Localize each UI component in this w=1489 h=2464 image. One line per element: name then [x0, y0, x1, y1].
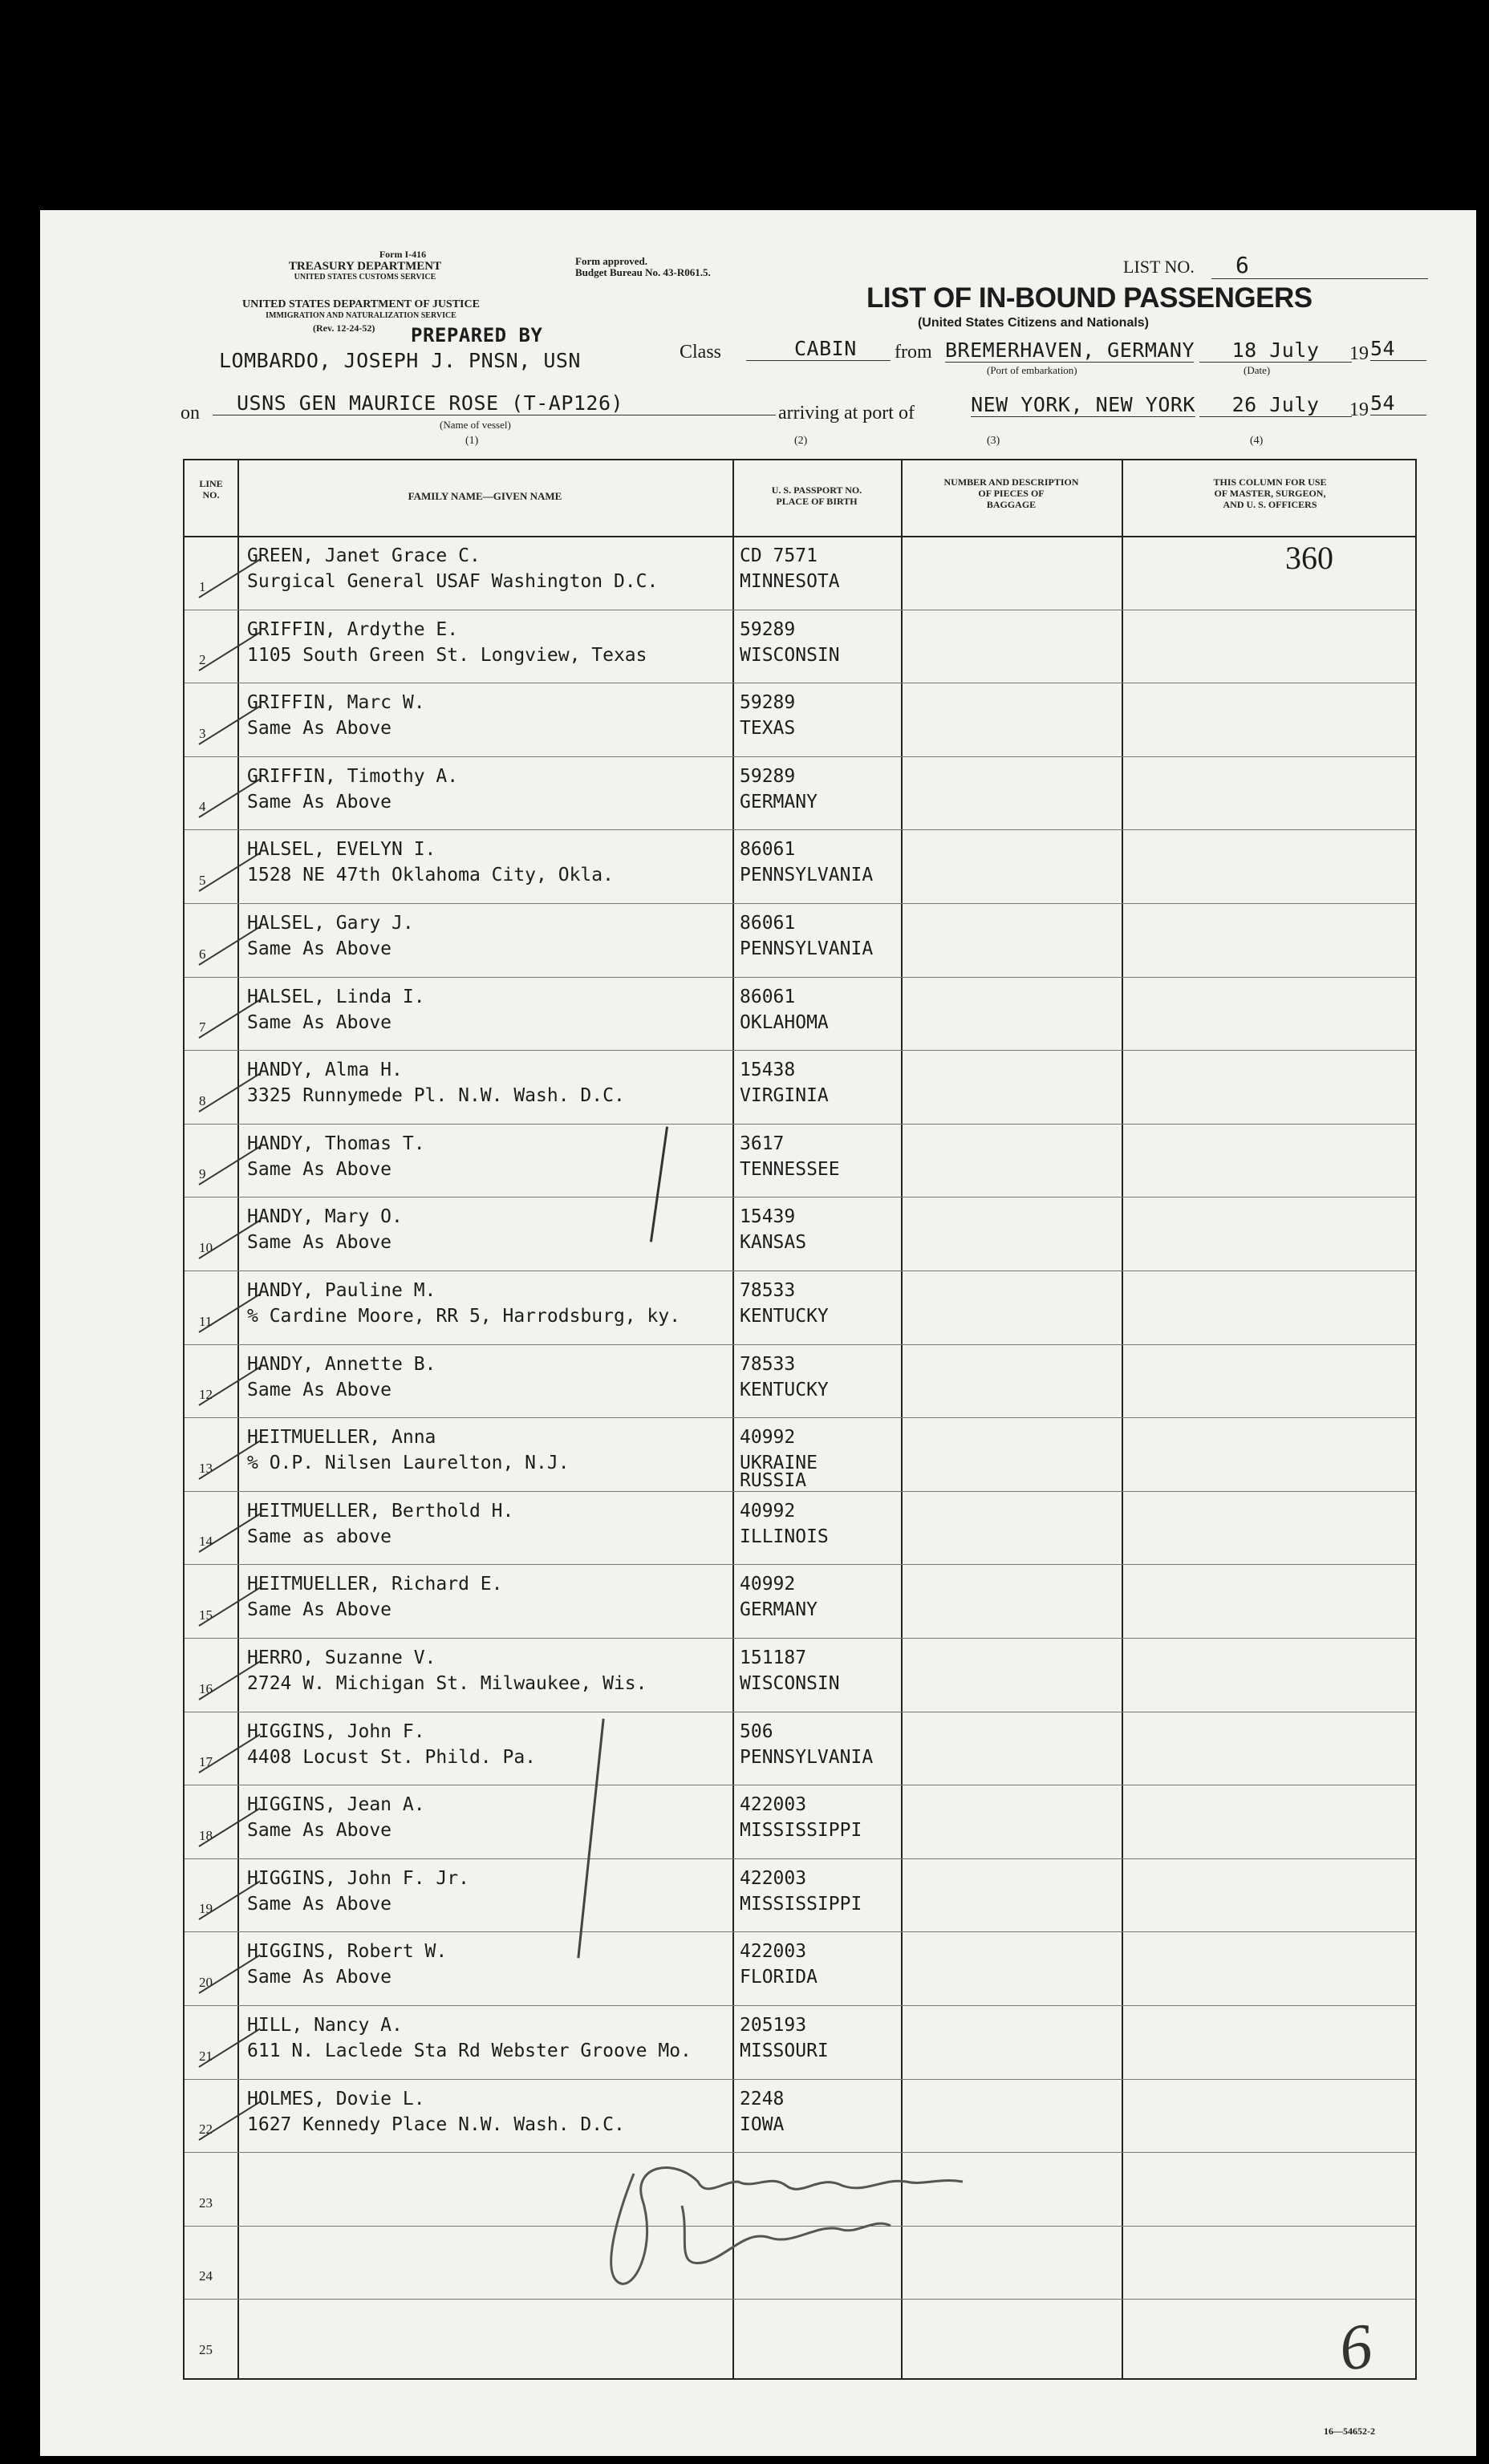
place-of-birth: KENTUCKY — [740, 1379, 829, 1400]
passenger-address: Same As Above — [247, 1599, 392, 1621]
passenger-address: Same As Above — [247, 1967, 392, 1988]
passport-number: 422003 — [740, 1941, 807, 1963]
handwritten-page-number: 6 — [1335, 2310, 1377, 2385]
check-mark — [650, 1126, 668, 1242]
line-number: 10 — [199, 1240, 213, 1255]
passenger-address: 1105 South Green St. Longview, Texas — [247, 644, 647, 666]
line-number: 3 — [199, 725, 206, 741]
passenger-name: GRIFFIN, Marc W. — [247, 692, 425, 714]
passenger-name: HIGGINS, John F. Jr. — [247, 1867, 469, 1889]
line-number: 17 — [199, 1754, 213, 1770]
header-name: FAMILY NAME—GIVEN NAME — [408, 490, 562, 502]
passport-number: 506 — [740, 1720, 773, 1742]
passenger-address: Surgical General USAF Washington D.C. — [247, 571, 659, 592]
row-divider — [185, 977, 1415, 978]
port-of-embarkation: BREMERHAVEN, GERMANY — [945, 338, 1195, 362]
passenger-address: Same As Above — [247, 1232, 392, 1254]
passport-number: 78533 — [740, 1353, 796, 1375]
passenger-name: HALSEL, Linda I. — [247, 986, 425, 1007]
form-approved: Form approved. — [575, 255, 648, 267]
line-number: 5 — [199, 873, 206, 888]
place-of-birth: MINNESOTA — [740, 571, 840, 592]
list-no-label: LIST NO. — [1123, 257, 1195, 277]
passenger-address: 611 N. Laclede Sta Rd Webster Groove Mo. — [247, 2040, 692, 2061]
col-num-3: (3) — [987, 435, 1000, 447]
prepared-by: LOMBARDO, JOSEPH J. PNSN, USN — [219, 349, 581, 372]
passenger-address: 3325 Runnymede Pl. N.W. Wash. D.C. — [247, 1085, 625, 1107]
passenger-address: % O.P. Nilsen Laurelton, N.J. — [247, 1453, 570, 1474]
line-number: 1 — [199, 578, 206, 594]
row-divider — [185, 1344, 1415, 1345]
line-number: 13 — [199, 1460, 213, 1476]
passport-number: 422003 — [740, 1867, 807, 1889]
passenger-address: 2724 W. Michigan St. Milwaukee, Wis. — [247, 1673, 647, 1694]
place-of-birth: MISSOURI — [740, 2040, 829, 2061]
vessel-name: USNS GEN MAURICE ROSE (T-AP126) — [213, 391, 776, 415]
line-number: 2 — [199, 652, 206, 668]
embarkation-year: 54 — [1370, 337, 1426, 361]
passenger-address: Same as above — [247, 1526, 392, 1547]
place-of-birth: MISSISSIPPI — [740, 1893, 862, 1915]
place-of-birth: UKRAINE — [740, 1453, 818, 1474]
row-divider — [185, 903, 1415, 904]
line-number: 8 — [199, 1092, 206, 1108]
passport-number: 86061 — [740, 913, 796, 934]
passport-number: 205193 — [740, 2015, 807, 2036]
header-passport: U. S. PASSPORT NO. PLACE OF BIRTH — [771, 484, 862, 507]
place-of-birth: FLORIDA — [740, 1967, 818, 1988]
justice-department: UNITED STATES DEPARTMENT OF JUSTICE — [242, 298, 480, 310]
line-number: 21 — [199, 2048, 213, 2064]
officer-note: 360 — [1285, 540, 1333, 576]
line-number: 12 — [199, 1387, 213, 1403]
passenger-name: HEITMUELLER, Berthold H. — [247, 1500, 514, 1522]
passenger-address: 4408 Locust St. Phild. Pa. — [247, 1746, 537, 1768]
passenger-name: GRIFFIN, Ardythe E. — [247, 618, 459, 640]
line-number: 23 — [199, 2194, 213, 2211]
form-title: LIST OF IN-BOUND PASSENGERS — [866, 282, 1313, 314]
line-number: 4 — [199, 799, 206, 815]
passenger-address: Same As Above — [247, 938, 392, 959]
row-divider — [185, 1491, 1415, 1492]
passport-number: 86061 — [740, 839, 796, 861]
row-divider — [185, 756, 1415, 757]
passenger-address: Same As Above — [247, 1158, 392, 1180]
row-divider — [185, 1124, 1415, 1125]
line-number: 6 — [199, 946, 206, 962]
passenger-name: HILL, Nancy A. — [247, 2015, 403, 2036]
place-of-birth: OKLAHOMA — [740, 1011, 829, 1033]
signature-icon — [586, 2150, 1003, 2302]
passenger-name: HANDY, Pauline M. — [247, 1280, 436, 1301]
passenger-table — [183, 459, 1417, 2380]
from-label: from — [895, 342, 932, 363]
place-of-birth: KENTUCKY — [740, 1306, 829, 1327]
header-line-no: LINE NO. — [199, 478, 223, 500]
row-divider — [185, 1638, 1415, 1639]
arrival-year: 54 — [1370, 391, 1426, 415]
port-of-arrival: NEW YORK, NEW YORK — [971, 393, 1195, 416]
passport-number: 151187 — [740, 1647, 807, 1668]
treasury-department: TREASURY DEPARTMENT — [288, 260, 442, 273]
arrival-date: 26 July — [1199, 393, 1352, 417]
passenger-name: HEITMUELLER, Richard E. — [247, 1574, 503, 1595]
passenger-name: GREEN, Janet Grace C. — [247, 545, 481, 566]
ins-service: IMMIGRATION AND NATURALIZATION SERVICE — [266, 311, 456, 320]
line-number: 11 — [199, 1313, 213, 1329]
check-mark — [577, 1719, 604, 1959]
passenger-address: Same As Above — [247, 1011, 392, 1033]
passenger-name: HIGGINS, John F. — [247, 1720, 425, 1742]
passenger-address: 1627 Kennedy Place N.W. Wash. D.C. — [247, 2113, 625, 2135]
passenger-name: HALSEL, EVELYN I. — [247, 839, 436, 861]
place-of-birth: GERMANY — [740, 1599, 818, 1621]
passenger-address: 1528 NE 47th Oklahoma City, Okla. — [247, 865, 614, 886]
passenger-address: Same As Above — [247, 718, 392, 740]
place-of-birth: IOWA — [740, 2113, 785, 2135]
line-number: 24 — [199, 2268, 213, 2284]
passport-number: 40992 — [740, 1574, 796, 1595]
passport-number: 86061 — [740, 986, 796, 1007]
place-of-birth: GERMANY — [740, 791, 818, 813]
row-divider — [185, 1270, 1415, 1271]
passenger-name: HERRO, Suzanne V. — [247, 1647, 436, 1668]
line-number: 19 — [199, 1901, 213, 1917]
row-divider — [185, 1931, 1415, 1932]
passport-number: 40992 — [740, 1427, 796, 1449]
passenger-address: % Cardine Moore, RR 5, Harrodsburg, ky. — [247, 1306, 681, 1327]
year-prefix: 19 — [1349, 343, 1369, 364]
list-no: 6 — [1211, 252, 1428, 279]
row-divider — [185, 1564, 1415, 1565]
row-divider — [185, 1197, 1415, 1198]
passport-number: 15439 — [740, 1206, 796, 1228]
place-of-birth: WISCONSIN — [740, 644, 840, 666]
place-of-birth: VIRGINIA — [740, 1085, 829, 1107]
passenger-address: Same As Above — [247, 1893, 392, 1915]
col-num-1: (1) — [465, 435, 479, 447]
line-number: 9 — [199, 1166, 206, 1182]
header-baggage: NUMBER AND DESCRIPTION OF PIECES OF BAGGAGE — [943, 476, 1079, 510]
passport-number: 40992 — [740, 1500, 796, 1522]
passenger-name: HIGGINS, Jean A. — [247, 1794, 425, 1816]
place-of-birth: WISCONSIN — [740, 1673, 840, 1694]
passport-number: 2248 — [740, 2088, 785, 2109]
form-number: Form I-416 — [379, 249, 427, 260]
row-divider — [185, 1858, 1415, 1859]
line-number: 22 — [199, 2122, 213, 2138]
row-divider — [185, 1050, 1415, 1051]
line-number: 18 — [199, 1827, 213, 1843]
row-divider — [185, 2005, 1415, 2006]
prepared-by-label: PREPARED BY — [411, 324, 543, 346]
place-of-birth: ILLINOIS — [740, 1526, 829, 1547]
passenger-name: HANDY, Annette B. — [247, 1353, 436, 1375]
form-subtitle: (United States Citizens and Nationals) — [917, 316, 1150, 330]
row-divider — [185, 2079, 1415, 2080]
passport-number: 422003 — [740, 1794, 807, 1816]
budget-bureau: Budget Bureau No. 43-R061.5. — [575, 266, 711, 278]
place-of-birth: TEXAS — [740, 718, 796, 740]
place-of-birth: MISSISSIPPI — [740, 1820, 862, 1842]
place-of-birth-alt: RUSSIA — [740, 1470, 807, 1492]
place-of-birth: PENNSYLVANIA — [740, 938, 874, 959]
line-number: 16 — [199, 1680, 213, 1696]
vessel-caption: (Name of vessel) — [440, 419, 511, 431]
passport-number: 15438 — [740, 1060, 796, 1081]
class-value: CABIN — [746, 337, 891, 361]
passenger-name: HIGGINS, Robert W. — [247, 1941, 448, 1963]
passport-number: 59289 — [740, 765, 796, 787]
place-of-birth: KANSAS — [740, 1232, 807, 1254]
line-number: 20 — [199, 1975, 213, 1990]
row-divider — [185, 829, 1415, 830]
date-caption: (Date) — [1244, 364, 1271, 376]
passport-number: 3617 — [740, 1133, 785, 1154]
customs-service: UNITED STATES CUSTOMS SERVICE — [294, 273, 436, 282]
passenger-name: HEITMUELLER, Anna — [247, 1427, 436, 1449]
passenger-address: Same As Above — [247, 791, 392, 813]
passport-number: CD 7571 — [740, 545, 818, 566]
passenger-name: HANDY, Mary O. — [247, 1206, 403, 1228]
place-of-birth: PENNSYLVANIA — [740, 865, 874, 886]
class-label: Class — [680, 342, 722, 363]
col-num-2: (2) — [794, 435, 808, 447]
line-number: 14 — [199, 1534, 213, 1550]
passenger-address: Same As Above — [247, 1820, 392, 1842]
port-embark-caption: (Port of embarkation) — [987, 364, 1077, 376]
passenger-name: HANDY, Alma H. — [247, 1060, 403, 1081]
header-officers: THIS COLUMN FOR USE OF MASTER, SURGEON, AND U. S. OFFICERS — [1213, 476, 1327, 510]
on-label: on — [181, 403, 200, 424]
place-of-birth: PENNSYLVANIA — [740, 1746, 874, 1768]
passport-number: 59289 — [740, 618, 796, 640]
passenger-address: Same As Above — [247, 1379, 392, 1400]
arriving-label: arriving at port of — [778, 403, 915, 424]
passenger-name: GRIFFIN, Timothy A. — [247, 765, 459, 787]
row-divider — [185, 1417, 1415, 1418]
footer-code: 16—54652-2 — [1324, 2426, 1375, 2437]
col-num-4: (4) — [1250, 435, 1264, 447]
line-number: 7 — [199, 1019, 206, 1035]
line-number: 15 — [199, 1607, 213, 1623]
year-prefix-arrival: 19 — [1349, 399, 1369, 420]
embarkation-date: 18 July — [1199, 338, 1352, 363]
place-of-birth: TENNESSEE — [740, 1158, 840, 1180]
revision-date: (Rev. 12-24-52) — [313, 322, 375, 334]
passenger-name: HALSEL, Gary J. — [247, 913, 414, 934]
passport-number: 78533 — [740, 1280, 796, 1301]
passport-number: 59289 — [740, 692, 796, 714]
passenger-name: HANDY, Thomas T. — [247, 1133, 425, 1154]
passenger-name: HOLMES, Dovie L. — [247, 2088, 425, 2109]
line-number: 25 — [199, 2342, 213, 2357]
